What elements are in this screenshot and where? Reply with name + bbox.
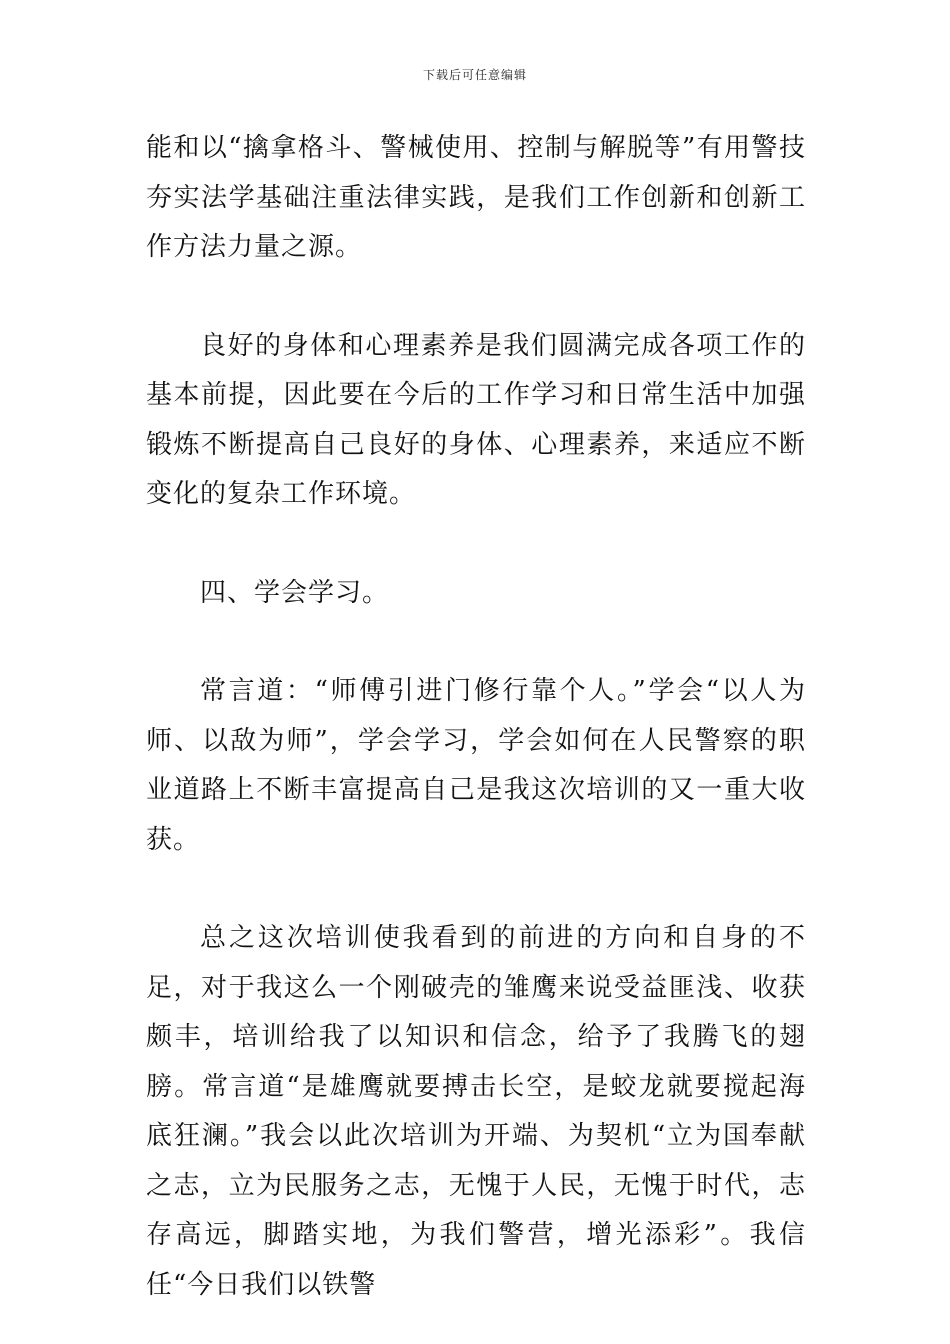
paragraph-3: 常言道：“师傅引进门修行靠个人。”学会“以人为师、以敌为师”，学会学习，学会如何在人民警察的职业道路上不断丰富提高自己是我这次培训的又一重大收获。 bbox=[146, 676, 806, 855]
paragraph-4: 总之这次培训使我看到的前进的方向和自身的不足，对于我这么一个刚破壳的雏鹰来说受益匪浅、收获颇丰，培训给我了以知识和信念，给予了我腾飞的翅膀。常言道“是雄鹰就要搏击长空，是蛟龙就要搅起海底狂澜。”我会以此次培训为开端、为契机“立为国奉献之志，立为民服务之志，无愧于人民，无愧于时代，志存高远，脚踏实地，为我们警营，增光添彩”。我信任“今日我们以铁警 bbox=[146, 923, 806, 1300]
section-heading: 四、学会学习。 bbox=[200, 577, 390, 608]
document-body bbox=[146, 124, 806, 1310]
page-header: 下载后可任意编辑 bbox=[422, 68, 527, 82]
paragraph-1: 能和以“擒拿格斗、警械使用、控制与解脱等”有用警技夯实法学基础注重法律实践，是我们工作创新和创新工作方法力量之源。 bbox=[146, 133, 806, 262]
paragraph-2: 良好的身体和心理素养是我们圆满完成各项工作的基本前提，因此要在今后的工作学习和日常生活中加强锻炼不断提高自己良好的身体、心理素养，来适应不断变化的复杂工作环境。 bbox=[146, 330, 806, 509]
